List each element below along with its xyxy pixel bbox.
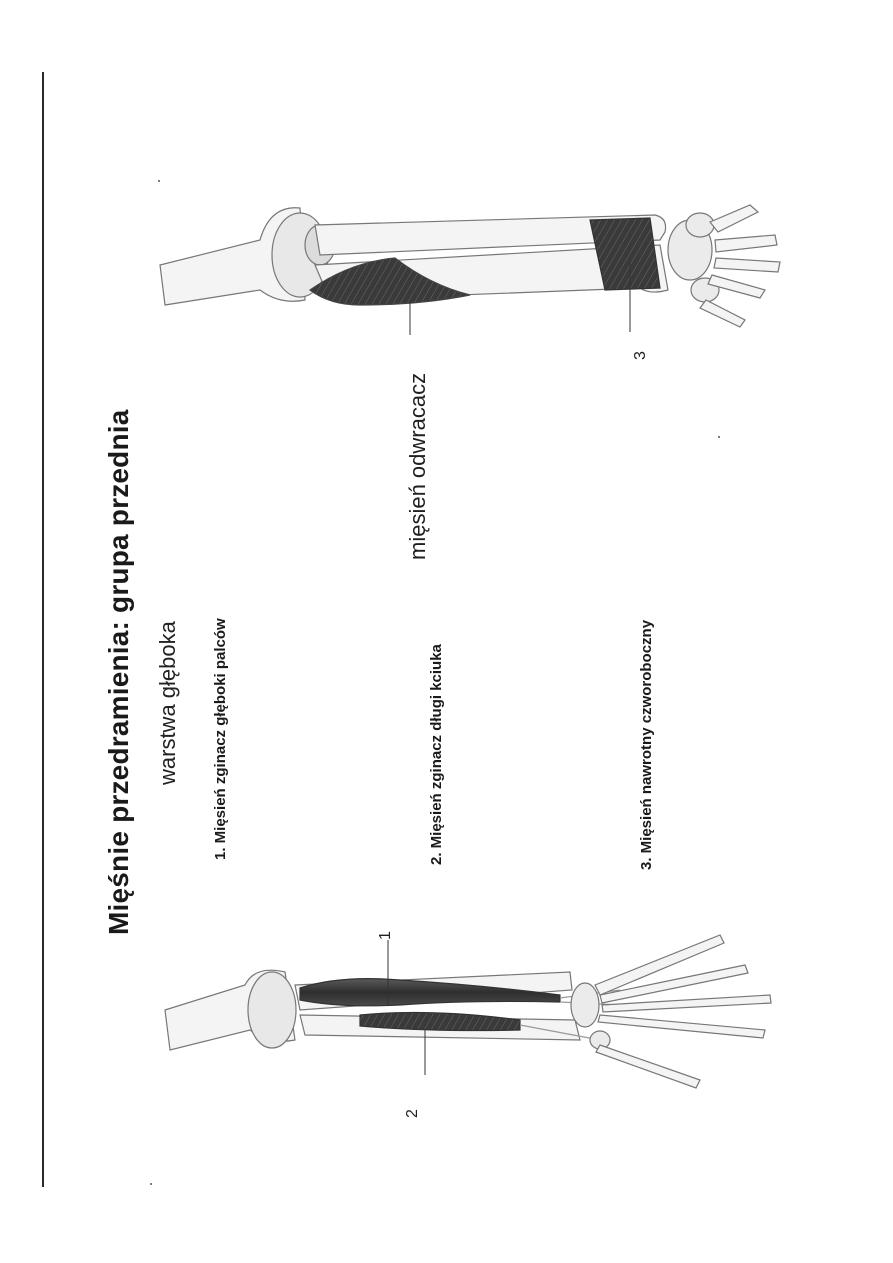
label-item-3: 3. Mięsień nawrotny czworoboczny (638, 619, 655, 870)
slide-subtitle: warstwa głęboka (155, 621, 180, 785)
label-item-2: 2. Mięsień zginacz długi kciuka (428, 644, 445, 865)
label-item-1: 1. Mięsień zginacz głęboki palców (212, 618, 229, 860)
forearm-deep-flexors-bottom (165, 935, 771, 1088)
marker-3: 3 (632, 351, 649, 360)
label-supinator: mięsień odwracacz (405, 372, 430, 560)
marker-1: 1 (377, 931, 394, 940)
marker-2: 2 (404, 1109, 421, 1118)
slide-title: Mięśnie przedramienia: grupa przednia (103, 409, 134, 935)
forearm-deep-view-top (160, 205, 780, 335)
